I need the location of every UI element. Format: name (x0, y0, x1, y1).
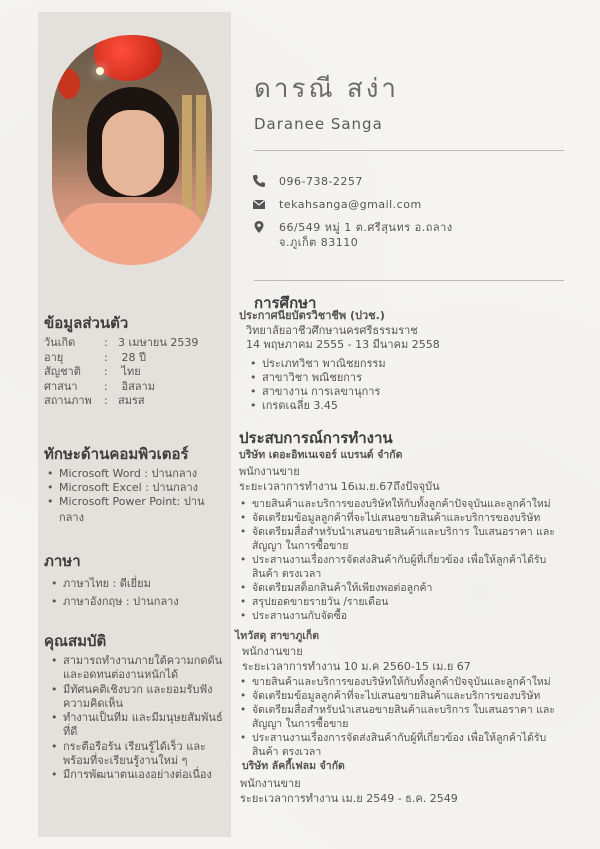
list-item: • สาขาวิชา พณิชยการ (250, 371, 386, 385)
job3-role: พนักงานขาย (240, 777, 301, 790)
job1-company: บริษัท เดอะอิทเนเจอร์ แบรนด์ จำกัด (239, 449, 403, 461)
list-item: • ขายสินค้าและบริการของบริษัทให้กับทั้งลูกค้าปัจจุบันและลูกค้าใหม่ (240, 497, 555, 511)
list-item: • ภาษาไทย : ดีเยี่ยม (51, 577, 179, 591)
qualities-heading: คุณสมบัติ (44, 632, 107, 650)
job3-company: บริษัท ลัคกี้เฟลม จำกัด (242, 760, 345, 772)
list-item-cont: พร้อมที่จะเรียนรู้งานใหม่ ๆ (63, 754, 188, 768)
list-item: • สรุปยอดขายรายวัน /รายเดือน (240, 595, 555, 609)
job3-period: ระยะเวลาการทำงาน เม.ย 2549 - ธ.ค. 2549 (240, 792, 458, 805)
list-item: • ประสานงานเรื่องการจัดส่งสินค้ากับผู้ที่เกี่ยวข้อง เพื่อให้ลูกค้าได้รับ (240, 731, 555, 745)
list-item: • จัดเตรียมสื่อสำหรับนำเสนอขายสินค้าและบริการ ใบเสนอราคา และ (240, 525, 555, 539)
list-item: • ประสานงานกับจัดซื้อ (240, 609, 555, 623)
list-item-cont: ความคิดเห็น (63, 696, 123, 710)
list-item: • จัดเตรียมข้อมูลลูกค้าที่จะไปเสนอขายสินค้าและบริการของบริษัท (240, 511, 555, 525)
contact-phone (252, 174, 452, 190)
list-item-cont: สินค้า ตรงเวลา (252, 568, 322, 580)
list-item: • จัดเตรียมข้อมูลลูกค้าที่จะไปเสนอขายสินค้าและบริการของบริษัท (240, 689, 555, 703)
job2-duties (240, 675, 555, 759)
computer-skill-wrap: กลาง (59, 511, 84, 524)
personal-row: วันเกิด : 3 เมษายน 2539 (44, 336, 199, 349)
location-pin-icon (252, 220, 266, 234)
list-item: • Microsoft Excel : ปานกลาง (47, 481, 227, 495)
personal-row: สถานภาพ : สมรส (44, 394, 145, 407)
personal-row: อายุ : 28 ปี (44, 350, 146, 364)
personal-row: สัญชาติ : ไทย (44, 365, 141, 378)
job1-duties (240, 497, 555, 623)
list-item-cont: ที่ดี (63, 725, 78, 739)
list-item: • Microsoft Word : ปานกลาง (47, 467, 227, 481)
list-item-cont: และอดทนต่องานหนักได้ (63, 668, 179, 682)
list-item: • กระตือรือร้น เรียนรู้ได้เร็ว และ (51, 740, 223, 754)
education-heading: การศึกษา (254, 294, 317, 312)
list-item-cont: สัญญา ในการซื้อขาย (252, 540, 349, 552)
job2-role: พนักงานขาย (242, 645, 303, 658)
list-item: • ภาษาอังกฤษ : ปานกลาง (51, 595, 179, 609)
personal-row: ศาสนา : อิสลาม (44, 379, 155, 393)
list-item: • Microsoft Power Point: ปาน (47, 495, 227, 509)
list-item: • จัดเตรียมสต็อกสินค้าให้เพียงพอต่อลูกค้า (240, 581, 555, 595)
email-text: tekahsanga@gmail.com (279, 198, 422, 211)
list-item: • เกรดเฉลี่ย 3.45 (250, 399, 386, 413)
header-divider (254, 150, 564, 151)
list-item: • ทำงานเป็นทีม และมีมนุษยสัมพันธ์ (51, 711, 223, 725)
list-item-cont: สัญญา ในการซื้อขาย (252, 718, 349, 730)
language-list (51, 577, 179, 609)
list-item: • สาขางาน การเลขานุการ (250, 385, 386, 399)
computer-skills-heading: ทักษะด้านคอมพิวเตอร์ (44, 445, 189, 463)
experience-heading: ประสบการณ์การทำงาน (239, 429, 393, 447)
address-line-1: 66/549 หมู่ 1 ต.ศรีสุนทร อ.ถลาง (279, 221, 453, 234)
phone-icon (252, 174, 266, 188)
phone-text: 096-738-2257 (279, 175, 363, 188)
list-item: • ประเภทวิชา พาณิชยกรรม (250, 357, 386, 371)
computer-skills-list (47, 467, 227, 509)
education-degree: ประกาศนียบัตรวิชาชีพ (ปวช.) (239, 309, 385, 322)
contact-divider (254, 280, 564, 281)
profile-photo (52, 35, 212, 265)
list-item: • มีทัศนคติเชิงบวก และยอมรับฟัง (51, 683, 223, 697)
personal-info-list (44, 336, 198, 409)
contact-email (252, 197, 472, 213)
job1-period: ระยะเวลาการทำงาน 16เม.ย.67ถึงปัจจุบัน (239, 480, 440, 493)
language-heading: ภาษา (44, 552, 81, 570)
education-period: 14 พฤษภาคม 2555 - 13 มีนาคม 2558 (246, 338, 440, 351)
address-line-2: จ.ภูเก็ต 83110 (279, 236, 359, 249)
mail-icon (252, 197, 266, 211)
full-name-thai: ดารณี สง่า (254, 74, 399, 104)
qualities-list (51, 654, 223, 783)
education-school: วิทยาลัยอาชีวศึกษานครศรีธรรมราช (246, 324, 418, 337)
list-item-cont: สินค้า ตรงเวลา (252, 746, 322, 758)
list-item: • จัดเตรียมสื่อสำหรับนำเสนอขายสินค้าและบริการ ใบเสนอราคา และ (240, 703, 555, 717)
education-details (250, 357, 386, 413)
full-name-english: Daranee Sanga (254, 115, 383, 133)
job2-period: ระยะเวลาการทำงาน 10 ม.ค 2560-15 เม.ย 67 (242, 660, 471, 673)
job2-company: ไทวัสดุ สาขาภูเก็ต (235, 630, 320, 642)
job1-role: พนักงานขาย (239, 465, 300, 478)
list-item: • สามารถทำงานภายใต้ความกดดัน (51, 654, 223, 668)
list-item: • มีการพัฒนาตนเองอย่างต่อเนื่อง (51, 768, 223, 782)
list-item: • ขายสินค้าและบริการของบริษัทให้กับทั้งลูกค้าปัจจุบันและลูกค้าใหม่ (240, 675, 555, 689)
personal-info-heading: ข้อมูลส่วนตัว (44, 314, 129, 332)
contact-address (252, 220, 492, 254)
list-item: • ประสานงานเรื่องการจัดส่งสินค้ากับผู้ที่เกี่ยวข้อง เพื่อให้ลูกค้าได้รับ (240, 553, 555, 567)
